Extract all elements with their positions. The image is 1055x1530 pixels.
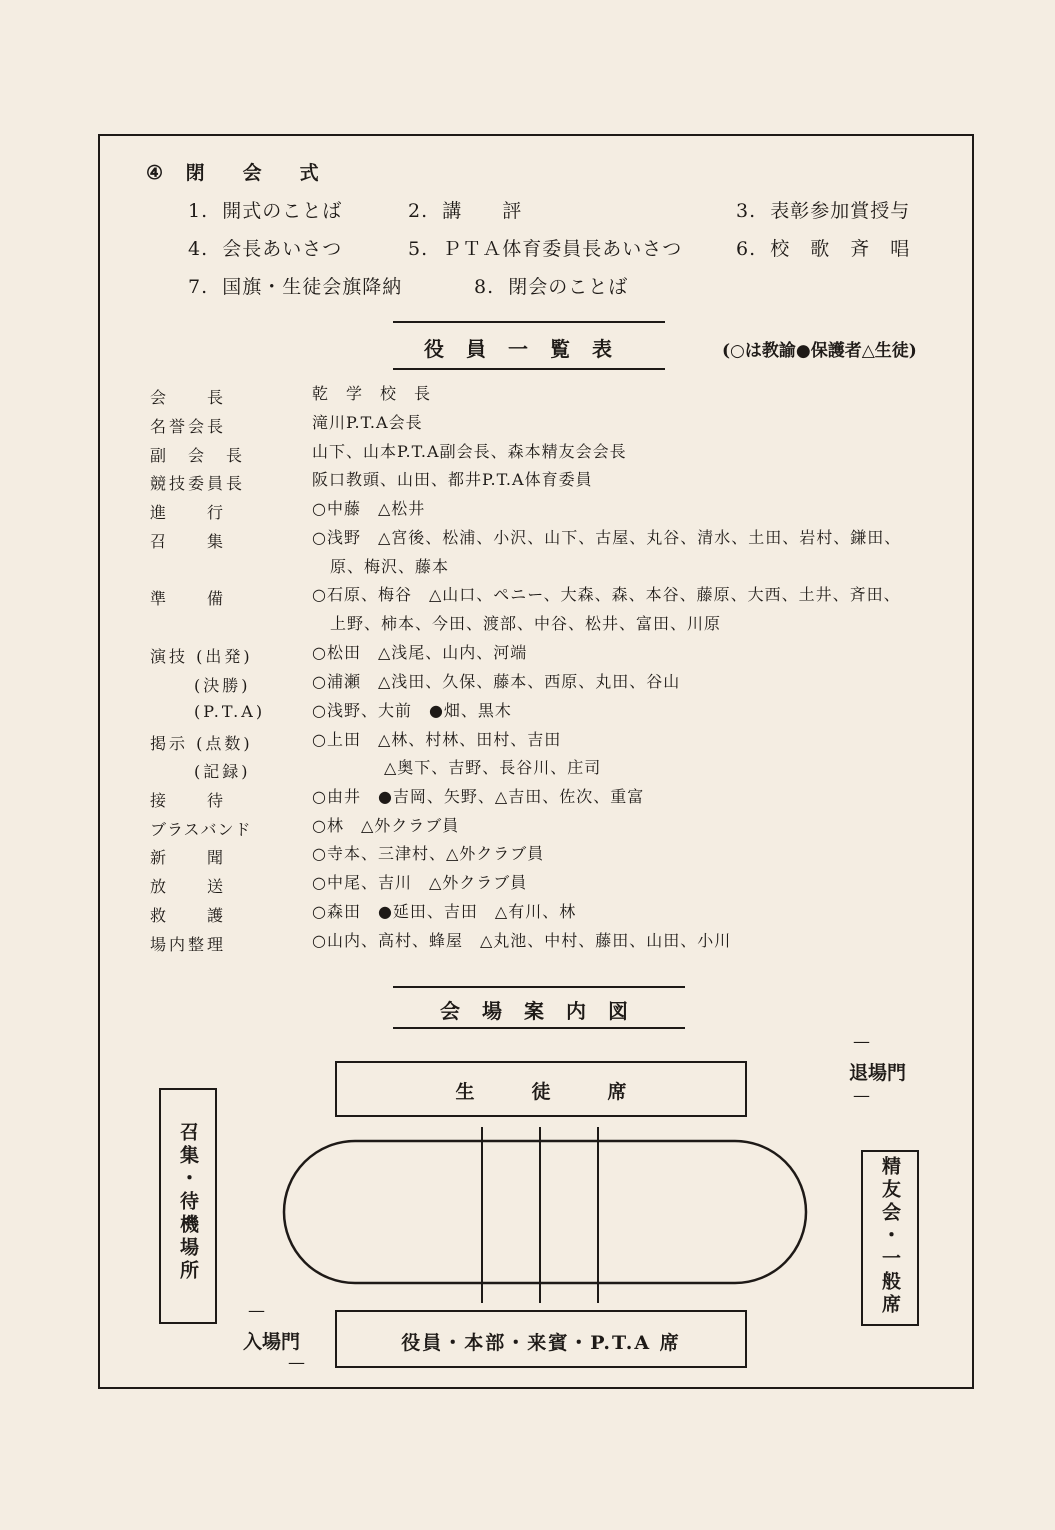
closing-title: 閉会式	[185, 162, 357, 184]
role-label: (決勝)	[194, 676, 251, 695]
officer-names: 乾 学 校 長	[312, 384, 432, 403]
officer-names: ○浅野、大前 ●畑、黒木	[312, 701, 512, 720]
officer-names: ○寺本、三津村、△外クラブ員	[312, 844, 545, 863]
role-label: (記録)	[194, 762, 251, 781]
running-track	[280, 1125, 810, 1305]
officials-seats-label: 役員・本部・来賓・P.T.A 席	[401, 1332, 681, 1354]
officer-names: ○森田 ●延田、吉田 △有川、林	[312, 902, 577, 921]
role-label: 新 聞	[150, 848, 227, 867]
closing-heading	[146, 158, 357, 185]
officers-title: 役員一覧表	[424, 337, 634, 361]
title-rule-top	[393, 321, 665, 323]
role-label: 場内整理	[150, 935, 227, 954]
role-label: 準 備	[150, 589, 227, 608]
officer-names: △奥下、吉野、長谷川、庄司	[384, 758, 602, 777]
title-rule-bottom	[393, 368, 665, 370]
officer-names: ○浅野 △宮後、松浦、小沢、山下、古屋、丸谷、清水、土田、岩村、鎌田、 原、梅沢、藤本	[312, 528, 902, 576]
closing-marker: ④	[146, 162, 165, 184]
role-label: 救 護	[150, 906, 227, 925]
map-title-rule-bottom	[393, 1027, 685, 1029]
program-item: 5. ＰＴＡ体育委員長あいさつ	[408, 238, 683, 260]
map-title-rule-top	[393, 986, 685, 988]
role-label: 競技委員長	[150, 474, 246, 493]
program-item: 2. 講 評	[408, 200, 523, 222]
role-label: 掲示 (点数)	[150, 734, 253, 753]
officer-names: 山下、山本P.T.A副会長、森本精友会会長	[312, 442, 627, 461]
officer-names: ○中尾、吉川 △外クラブ員	[312, 873, 528, 892]
officer-names: ○中藤 △松井	[312, 499, 426, 518]
officer-names: ○由井 ●吉岡、矢野、△吉田、佐次、重富	[312, 787, 645, 806]
role-label: 召 集	[150, 532, 227, 551]
program-item: 4. 会長あいさつ	[188, 238, 343, 260]
exit-gate-mark: —	[853, 1032, 870, 1052]
role-label: 会 長	[150, 388, 227, 407]
program-item: 1. 開式のことば	[188, 200, 343, 222]
officer-names: ○山内、高村、蜂屋 △丸池、中村、藤田、山田、小川	[312, 931, 732, 950]
program-item: 7. 国旗・生徒会旗降納	[188, 276, 403, 298]
role-label: 演技 (出発)	[150, 647, 253, 666]
program-item: 8. 閉会のことば	[474, 276, 629, 298]
role-label: ブラスバンド	[150, 820, 252, 839]
track-oval	[284, 1141, 806, 1283]
officer-names: ○石原、梅谷 △山口、ペニー、大森、森、本谷、藤原、大西、土井、斉田、 上野、柿本、今田、渡部、中谷、松井、富田、川原	[312, 585, 901, 633]
entrance-gate-mark: —	[288, 1353, 305, 1373]
officer-names: ○松田 △浅尾、山内、河端	[312, 643, 528, 662]
venue-title: 会場案内図	[440, 999, 650, 1023]
gather-area-label: 召集・待機場所	[177, 1122, 199, 1283]
officer-names: ○上田 △林、村林、田村、吉田	[312, 730, 562, 749]
role-label: 放 送	[150, 877, 227, 896]
role-label: (P.T.A)	[194, 702, 266, 721]
officers-legend: (○は教諭●保護者△生徒)	[722, 341, 917, 361]
officer-names: 阪口教頭、山田、都井P.T.A体育委員	[312, 470, 593, 489]
entrance-gate-label: 入場門	[243, 1331, 301, 1353]
student-seats-label: 生 徒 席	[455, 1081, 627, 1103]
role-label: 名誉会長	[150, 417, 227, 436]
role-label: 進 行	[150, 503, 227, 522]
role-label: 副 会 長	[150, 446, 246, 465]
officer-names: ○林 △外クラブ員	[312, 816, 460, 835]
program-item: 6. 校 歌 斉 唱	[736, 238, 911, 260]
exit-gate-label: 退場門	[849, 1062, 907, 1084]
role-label: 接 待	[150, 791, 227, 810]
parents-seats-label: 精友会・一般席	[879, 1156, 901, 1317]
officer-names: 滝川P.T.A会長	[312, 413, 423, 432]
entrance-gate-mark: —	[248, 1301, 265, 1321]
officer-names: ○浦瀬 △浅田、久保、藤本、西原、丸田、谷山	[312, 672, 681, 691]
exit-gate-mark: —	[853, 1086, 870, 1106]
program-item: 3. 表彰参加賞授与	[736, 200, 911, 222]
